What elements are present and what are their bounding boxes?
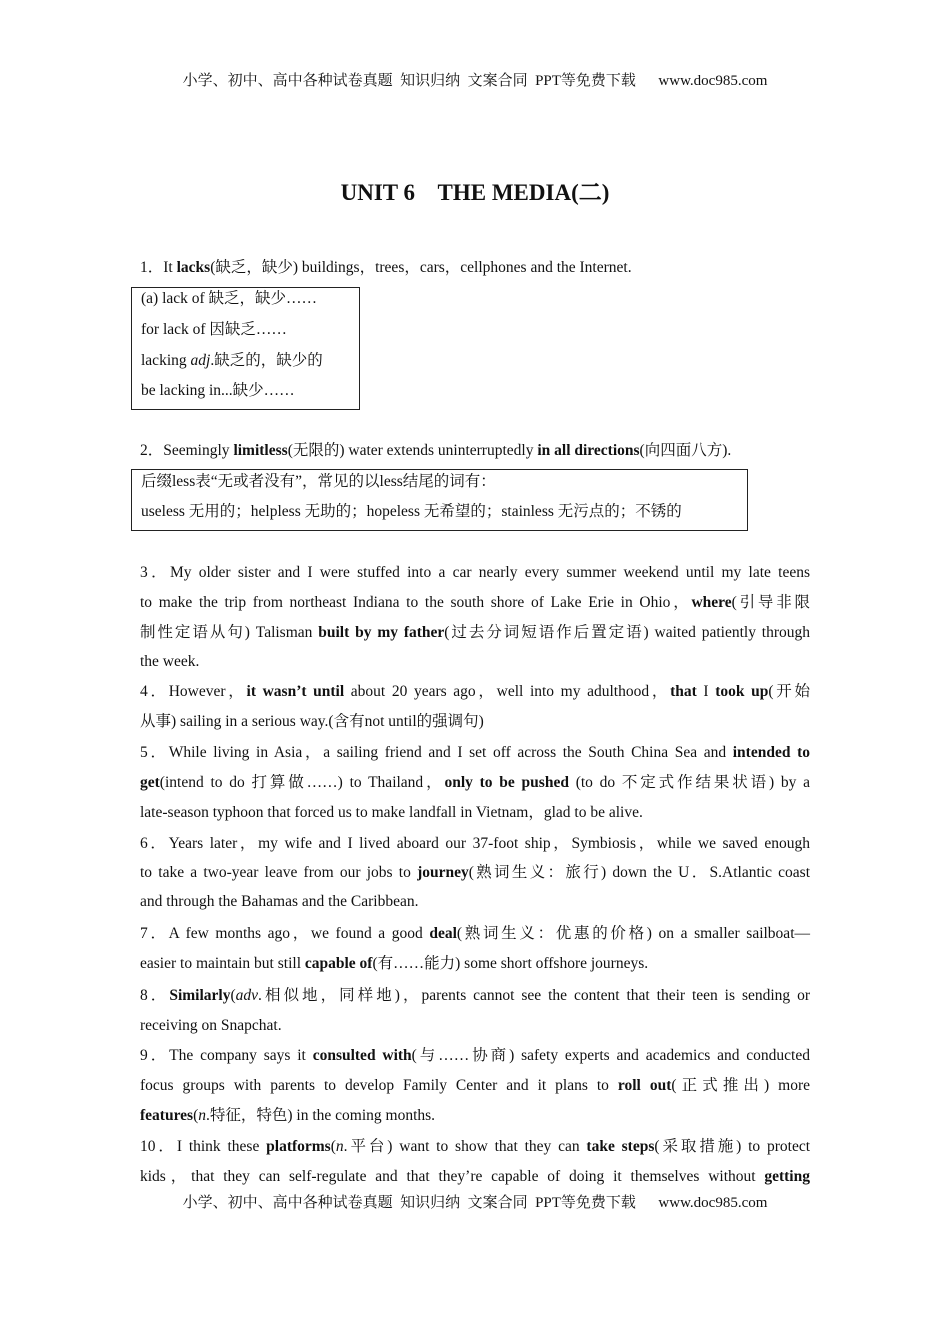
item-4-line-1: 4．However，it wasn’t until about 20 years ago，well into my adulthood，that I took up(开始 xyxy=(140,683,810,700)
item-8-line-2: receiving on Snapchat. xyxy=(140,1017,282,1034)
note-box-1-line-3: lacking adj.缺乏的，缺少的 xyxy=(141,352,323,369)
note-box-2 xyxy=(131,469,748,531)
item-3-line-4: the week. xyxy=(140,653,200,670)
item-2: 2．Seemingly limitless(无限的) water extends uninterruptedly in all directions(向四面八方). xyxy=(140,442,732,459)
item-7-line-2: easier to maintain but still capable of(有……能力) some short offshore journeys. xyxy=(140,955,649,972)
item-8-line-1: 8．Similarly(adv.相似地，同样地)，parents cannot see the content that their teen is sending or xyxy=(140,987,810,1004)
item-6-line-1: 6．Years later，my wife and I lived aboard our 37-foot ship，Symbiosis，while we saved enough xyxy=(140,835,810,852)
item-7-line-1: 7．A few months ago，we found a good deal(熟词生义：优惠的价格) on a smaller sailboat— xyxy=(140,925,810,942)
item-9-line-2: focus groups with parents to develop Family Center and it plans to roll out(正式推出) more xyxy=(140,1077,810,1094)
item-2-keyword-2: in all directions xyxy=(537,442,640,459)
item-9-line-1: 9．The company says it consulted with(与……协商) safety experts and academics and conducted xyxy=(140,1047,810,1064)
item-10-line-1: 10．I think these platforms(n.平台) want to show that they can take steps(采取措施) to protect xyxy=(140,1138,811,1155)
item-1-num: 1．It xyxy=(140,259,177,276)
page-header: 小学、初中、高中各种试卷真题 知识归纳 文案合同 PPT等免费下载 www.doc985.com xyxy=(182,73,768,89)
note-box-1-line-2: for lack of 因缺乏…… xyxy=(141,321,287,338)
note-box-2-line-2: useless 无用的；helpless 无助的；hopeless 无希望的；stainless 无污点的；不锈的 xyxy=(141,503,682,520)
item-5-line-3: late-season typhoon that forced us to make landfall in Vietnam，glad to be alive. xyxy=(140,804,643,821)
item-1 xyxy=(140,258,810,278)
item-6-line-3: and through the Bahamas and the Caribbean. xyxy=(140,893,419,910)
item-5-line-1: 5．While living in Asia，a sailing friend and I set off across the South China Sea and intended to xyxy=(140,744,810,761)
item-3-line-2: to make the trip from northeast Indiana to the south shore of Lake Erie in Ohio，where(引导非限 xyxy=(140,594,810,611)
item-4-line-2: 从事) sailing in a serious way.(含有not until的强调句) xyxy=(140,713,484,730)
note-box-1 xyxy=(131,287,360,410)
note-box-2-line-1: 后缀less表“无或者没有”，常见的以less结尾的词有： xyxy=(141,473,496,490)
item-3-line-1: 3．My older sister and I were stuffed into a car nearly every summer weekend until my late teens xyxy=(140,564,810,581)
item-6-line-2: to take a two-year leave from our jobs to journey(熟词生义：旅行) down the U．S.Atlantic coast xyxy=(140,864,811,881)
note-box-1-line-4: be lacking in...缺少…… xyxy=(141,382,295,399)
item-2-keyword-1: limitless xyxy=(233,442,288,459)
page-title: UNIT 6 THE MEDIA(二) xyxy=(340,180,610,205)
page-footer: 小学、初中、高中各种试卷真题 知识归纳 文案合同 PPT等免费下载 www.doc985.com xyxy=(182,1195,768,1211)
item-10-line-2: kids，that they can self-regulate and that they’re capable of doing it themselves without getting xyxy=(140,1168,810,1185)
item-1-keyword: lacks xyxy=(176,259,211,276)
item-5-line-2: get(intend to do 打算做……) to Thailand，only to be pushed (to do 不定式作结果状语) by a xyxy=(140,774,811,791)
item-1-text: (缺乏，缺少) buildings，trees，cars，cellphones and the Internet. xyxy=(210,259,632,276)
item-9-line-3: features(n.特征，特色) in the coming months. xyxy=(140,1107,436,1124)
note-box-1-line-1: (a) lack of 缺乏，缺少…… xyxy=(141,290,318,307)
item-3-line-3: 制性定语从句) Talisman built by my father(过去分词短语作后置定语) waited patiently through xyxy=(140,624,811,641)
